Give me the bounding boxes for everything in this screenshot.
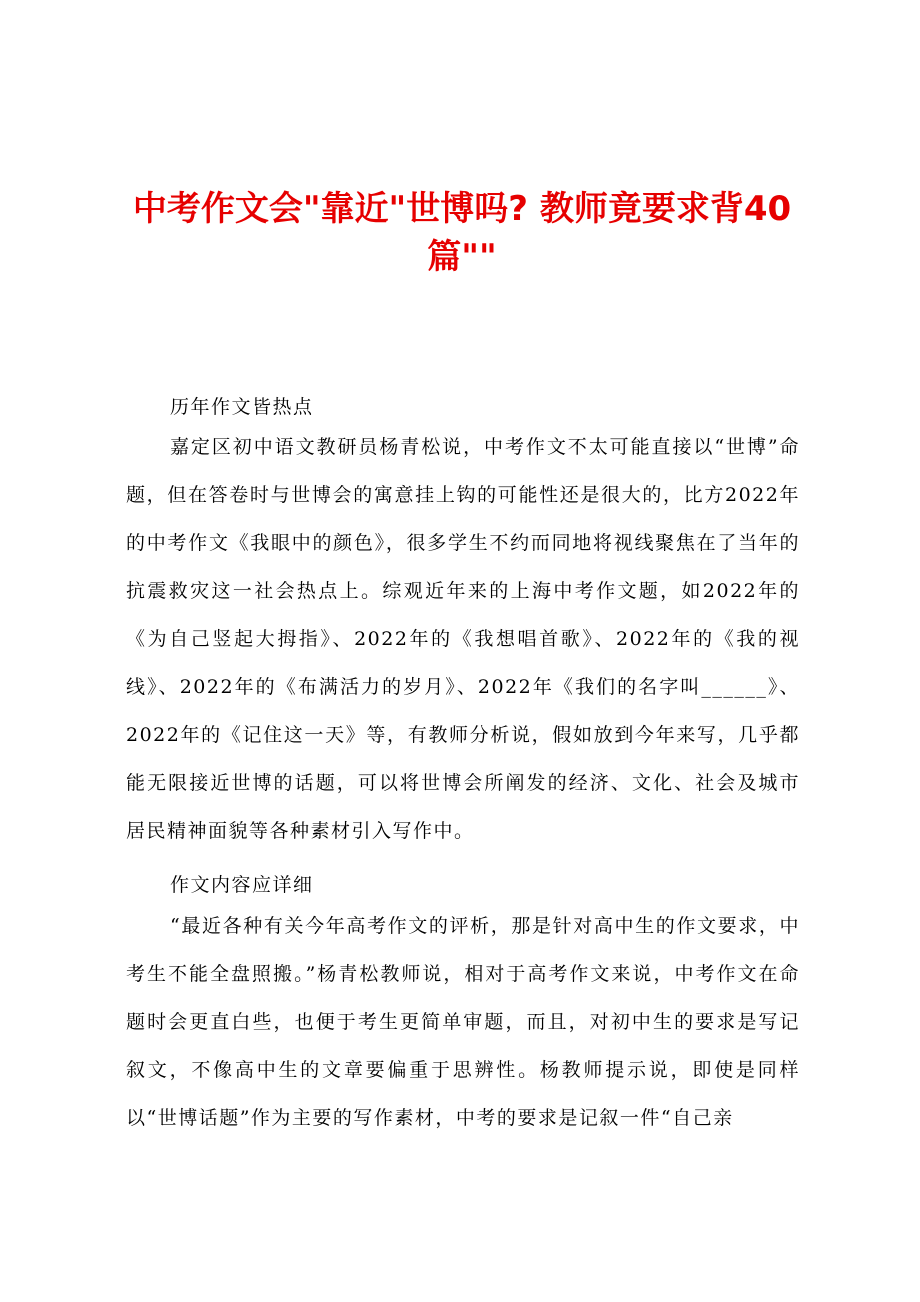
article-title: 中考作文会"靠近"世博吗? 教师竟要求背40篇"" xyxy=(132,189,792,277)
section-heading-history: 历年作文皆热点 xyxy=(170,396,314,418)
section-heading-content: 作文内容应详细 xyxy=(170,874,314,896)
section-paragraph-history: 嘉定区初中语文教研员杨青松说，中考作文不太可能直接以“世博”命题，但在答卷时与世博会的寓意挂上钩的可能性还是很大的，比方2022年的中考作文《我眼中的颜色》，很多学生不约而同地将视线聚焦在了当年的抗震救灾这一社会热点上。综观近年来的上海中考作文题，如2022年的《为自己竖起大拇指》、2022年的《我想唱首歌》、2022年的《我的视线》、2022年的《布满活力的岁月》、2022年《我们的名字叫______》、2022年的《记住这一天》等，有教师分析说，假如放到今年来写，几乎都能无限接近世博的话题，可以将世博会所阐发的经济、文化、社会及城市居民精神面貌等各种素材引入写作中。 xyxy=(126,436,800,842)
section-paragraph-content: “最近各种有关今年高考作文的评析，那是针对高中生的作文要求，中考生不能全盘照搬。”杨青松教师说，相对于高考作文来说，中考作文在命题时会更直白些，也便于考生更简单审题，而且，对初中生的要求是写记叙文，不像高中生的文章要偏重于思辨性。杨教师提示说，即使是同样以“世博话题”作为主要的写作素材，中考的要求是记叙一件“自己亲 xyxy=(126,915,800,1129)
